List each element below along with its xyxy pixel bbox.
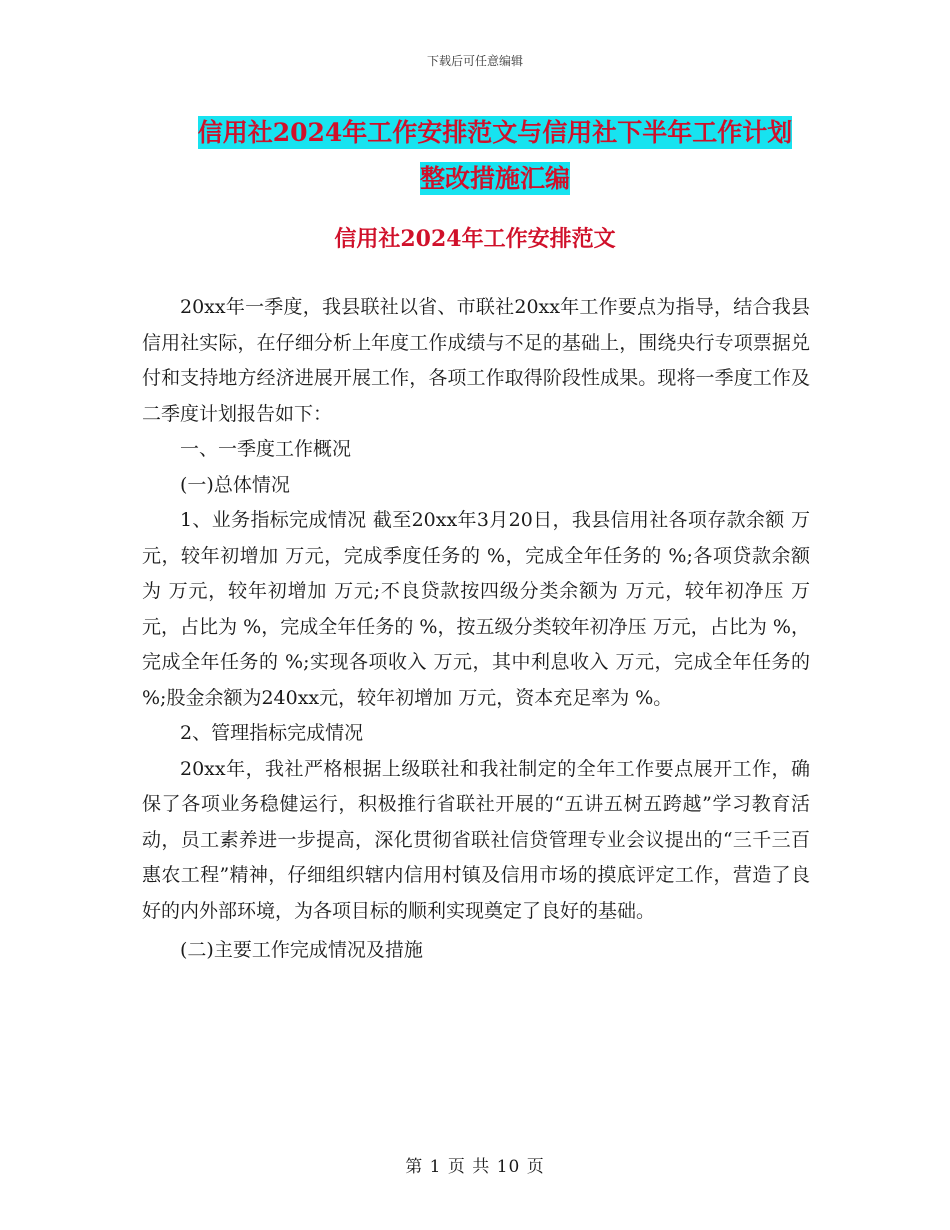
heading-general-situation: (一)总体情况 [180, 473, 290, 496]
document-title-line-1 [140, 110, 850, 156]
page-number-footer: 第 1 页 共 10 页 [405, 1157, 545, 1177]
heading-main-work-measures: (二)主要工作完成情况及措施 [180, 939, 423, 961]
heading-management-indicators: 2、管理指标完成情况 [180, 722, 364, 744]
title-highlight-2: 整改措施汇编 [419, 164, 570, 193]
document-title [140, 110, 850, 202]
document-title-line-2 [140, 156, 850, 202]
paragraph-business-indicators: 1、业务指标完成情况 截至20xx年3月20日，我县信用社各项存款余额 万元，较年初增加 万元，完成季度任务的 %，完成全年任务的 %;各项贷款余额为 万元，较年初增加 万元;不良贷款按四级分类余额为 万元，较年初净压 万元，占比为 %，完成全年任务的 %，按五级分类较年初净压 万元，占比为 %，完成全年任务的 %;实现各项收入 万元，其中利息收入 万元，完成全年任务的 %;股金余额为240xx元，较年初增加 万元，资本充足率为 %。 [142, 509, 810, 709]
paragraph-management-work: 20xx年，我社严格根据上级联社和我社制定的全年工作要点展开工作，确保了各项业务稳健运行，积极推行省联社开展的“五讲五树五跨越”学习教育活动，员工素养进一步提高，深化贯彻省联社信贷管理专业会议提出的“三千三百惠农工程”精神，仔细组织辖内信用村镇及信用市场的摸底评定工作，营造了良好的内外部环境，为各项目标的顺利实现奠定了良好的基础。 [142, 757, 810, 922]
title-highlight-1: 信用社2024年工作安排范文与信用社下半年工作计划 [197, 118, 793, 147]
section-title: 信用社2024年工作安排范文 [334, 226, 616, 252]
paragraph-intro: 20xx年一季度，我县联社以省、市联社20xx年工作要点为指导，结合我县信用社实际，在仔细分析上年度工作成绩与不足的基础上，围绕央行专项票据兑付和支持地方经济进展开展工作，各项工作取得阶段性成果。现将一季度工作及二季度计划报告如下： [142, 296, 810, 425]
page-header-note: 下载后可任意编辑 [426, 54, 523, 68]
document-body [142, 290, 810, 969]
heading-first-quarter-overview: 一、一季度工作概况 [180, 438, 352, 460]
